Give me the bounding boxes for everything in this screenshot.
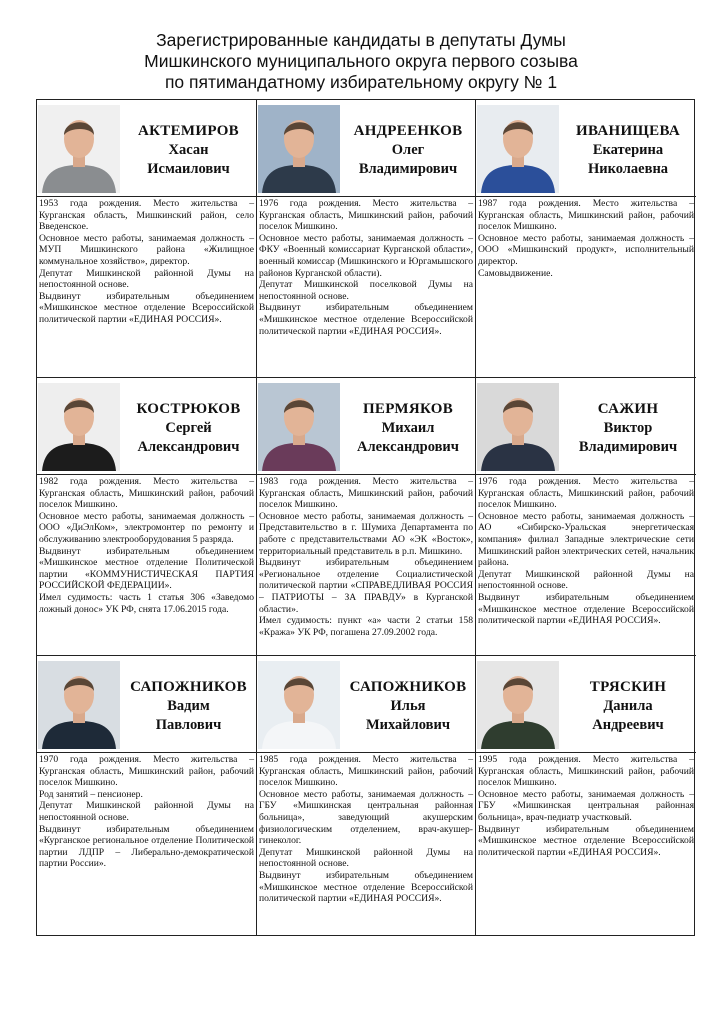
portrait-image: [477, 661, 559, 749]
portrait-image: [258, 661, 340, 749]
bio-paragraph: Депутат Мишкинской районной Думы на непостоянной основе.: [39, 267, 254, 291]
candidate-surname: САПОЖНИКОВ: [349, 679, 467, 695]
portrait-image: [38, 661, 120, 749]
bio-paragraph: 1976 года рождения. Место жительства – Курганская область, Мишкинский район, рабочий поселок Мишкино.: [478, 476, 694, 511]
candidate-patronymic: Александрович: [357, 439, 459, 455]
candidate-bio: [39, 198, 254, 326]
bio-paragraph: Выдвинут избирательным объединением «Курганское региональное отделение Политической партии ЛДПР – Либерально-демократической партии России».: [39, 823, 254, 870]
candidate-surname: ТРЯСКИН: [589, 679, 667, 695]
candidate-bio: [259, 198, 473, 337]
candidate-first-name: Олег: [391, 142, 425, 158]
bio-paragraph: Выдвинут избирательным объединением «Мишкинское местное отделение Всероссийской политической партии «ЕДИНАЯ РОССИЯ».: [259, 869, 473, 905]
portrait-image: [38, 105, 120, 193]
candidate-surname: САЖИН: [597, 401, 659, 417]
bio-paragraph: 1985 года рождения. Место жительства – Курганская область, Мишкинский район, рабочий поселок Мишкино.: [259, 754, 473, 789]
candidate-photo: [477, 661, 559, 749]
candidate-name: [343, 400, 473, 457]
candidate-card: [476, 100, 696, 378]
candidate-first-name: Сергей: [165, 420, 212, 436]
candidate-surname: САПОЖНИКОВ: [130, 679, 247, 695]
page-title: [0, 30, 722, 93]
candidate-patronymic: Михайлович: [365, 717, 451, 733]
candidate-bio: [39, 476, 254, 615]
candidate-photo: [477, 105, 559, 193]
candidate-surname: ПЕРМЯКОВ: [362, 401, 454, 417]
candidate-name: [123, 122, 254, 179]
candidate-name: [562, 122, 694, 179]
candidate-patronymic: Исмаилович: [147, 161, 230, 177]
bio-paragraph: Основное место работы, занимаемая должность – МУП Мишкинского района «Жилищное коммунальное хозяйство», директор.: [39, 232, 254, 267]
candidate-first-name: Данила: [603, 698, 653, 714]
portrait-image: [477, 105, 559, 193]
candidate-name: [562, 400, 694, 457]
candidate-first-name: Виктор: [603, 420, 653, 436]
title-line-2: Мишкинского муниципального округа первого созыва: [144, 51, 578, 71]
bio-paragraph: Имел судимость: часть 1 статья 306 «Заведомо ложный донос» УК РФ, снята 17.06.2015 года.: [39, 591, 254, 615]
candidate-name: [123, 678, 254, 735]
candidate-card: [37, 656, 257, 935]
candidate-surname: АКТЕМИРОВ: [138, 123, 239, 139]
title-line-1: Зарегистрированные кандидаты в депутаты Думы: [156, 30, 566, 50]
candidate-bio: [478, 476, 694, 627]
candidate-first-name: Михаил: [381, 420, 435, 436]
bio-paragraph: Основное место работы, занимаемая должность – ФКУ «Военный комиссариат Курганской области», военный комиссар (Мишкинского и Юргамышского районов Курганской области).: [259, 232, 473, 279]
portrait-image: [258, 383, 340, 471]
candidate-bio: [478, 198, 694, 279]
divider: [37, 196, 256, 197]
candidate-surname: ИВАНИЩЕВА: [576, 123, 680, 139]
bio-paragraph: Депутат Мишкинской районной Думы на непостоянной основе.: [259, 846, 473, 870]
portrait-image: [477, 383, 559, 471]
candidate-first-name: Хасан: [168, 142, 209, 158]
candidates-table: [36, 99, 695, 936]
bio-paragraph: 1970 года рождения. Место жительства – Курганская область, Мишкинский район, рабочий поселок Мишкино.: [39, 754, 254, 789]
divider: [476, 196, 696, 197]
bio-paragraph: Основное место работы, занимаемая должность – ГБУ «Мишкинская центральная районная больница», врач-педиатр участковый.: [478, 788, 694, 823]
candidate-card: [257, 100, 476, 378]
bio-paragraph: 1987 года рождения. Место жительства – Курганская область, Мишкинский район, рабочий поселок Мишкино.: [478, 198, 694, 233]
candidate-card: [257, 656, 476, 935]
candidate-card: [476, 378, 696, 656]
bio-paragraph: Депутат Мишкинской поселковой Думы на непостоянной основе.: [259, 279, 473, 302]
candidate-bio: [259, 754, 473, 905]
bio-paragraph: Основное место работы, занимаемая должность – ООО «ДиЭлКом», электромонтер по ремонту и обслуживанию электрооборудования 5 разряда.: [39, 510, 254, 545]
bio-paragraph: Основное место работы, занимаемая должность – ГБУ «Мишкинская центральная районная больница», заведующий акушерским физиологическим отделением, врач-акушер-гинеколог.: [259, 788, 473, 847]
bio-paragraph: Выдвинут избирательным объединением «Мишкинское местное отделение Политической партии «КОММУНИСТИЧЕСКАЯ ПАРТИЯ РОССИЙСКОЙ ФЕДЕРАЦИИ».: [39, 545, 254, 592]
portrait-image: [258, 105, 340, 193]
candidate-patronymic: Павлович: [155, 717, 222, 733]
bio-paragraph: 1983 года рождения. Место жительства – Курганская область, Мишкинский район, рабочий поселок Мишкино.: [259, 476, 473, 511]
candidate-photo: [258, 105, 340, 193]
candidate-bio: [478, 754, 694, 858]
candidate-card: [37, 378, 257, 656]
candidate-patronymic: Александрович: [137, 439, 240, 455]
divider: [476, 474, 696, 475]
portrait-image: [38, 383, 120, 471]
bio-paragraph: 1976 года рождения. Место жительства – Курганская область, Мишкинский район, рабочий поселок Мишкино.: [259, 198, 473, 233]
candidate-photo: [38, 661, 120, 749]
candidate-name: [123, 400, 254, 457]
bio-paragraph: 1953 года рождения. Место жительства – Курганская область, Мишкинский район, село Введенское.: [39, 198, 254, 233]
candidate-patronymic: Владимирович: [358, 161, 458, 177]
bio-paragraph: Род занятий – пенсионер.: [39, 788, 143, 800]
candidate-photo: [477, 383, 559, 471]
title-line-3: по пятимандатному избирательному округу № 1: [164, 72, 558, 92]
divider: [476, 752, 696, 753]
candidate-surname: КОСТРЮКОВ: [136, 401, 241, 417]
candidate-bio: [39, 754, 254, 870]
divider: [257, 752, 475, 753]
bio-paragraph: Основное место работы, занимаемая должность – Представительство в г. Шумиха Департамента по работе с представительствами АО «ЭК «Восток», территориальный представитель в р.п. Мишкино.: [259, 510, 473, 557]
bio-paragraph: 1995 года рождения. Место жительства – Курганская область, Мишкинский район, рабочий поселок Мишкино.: [478, 754, 694, 789]
candidate-first-name: Екатерина: [592, 142, 664, 158]
candidate-card: [476, 656, 696, 935]
divider: [257, 196, 475, 197]
candidate-first-name: Илья: [390, 698, 426, 714]
candidate-first-name: Вадим: [167, 698, 210, 714]
bio-paragraph: Выдвинут избирательным объединением «Мишкинское местное отделение Всероссийской политической партии «ЕДИНАЯ РОССИЯ».: [39, 290, 254, 325]
candidate-patronymic: Владимирович: [578, 439, 678, 455]
bio-paragraph: Депутат Мишкинской районной Думы на непостоянной основе.: [39, 800, 254, 823]
bio-paragraph: Выдвинут избирательным объединением «Мишкинское местное отделение Всероссийской политической партии «ЕДИНАЯ РОССИЯ».: [478, 591, 694, 627]
bio-paragraph: Имел судимость: пункт «а» части 2 статьи 158 «Кража» УК РФ, погашена 27.09.2002 года.: [259, 615, 473, 638]
bio-paragraph: Выдвинут избирательным объединением «Мишкинское местное отделение Всероссийской политической партии «ЕДИНАЯ РОССИЯ».: [259, 302, 473, 337]
bio-paragraph: Самовыдвижение.: [478, 267, 553, 279]
bio-paragraph: 1982 года рождения. Место жительства – Курганская область, Мишкинский район, рабочий поселок Мишкино.: [39, 476, 254, 511]
candidate-patronymic: Николаевна: [587, 161, 669, 177]
bio-paragraph: Основное место работы, занимаемая должность – ООО «Мишкинский продукт», исполнительный директор.: [478, 232, 694, 267]
candidate-photo: [258, 661, 340, 749]
candidate-card: [37, 100, 257, 378]
divider: [257, 474, 475, 475]
candidate-photo: [38, 105, 120, 193]
candidate-card: [257, 378, 476, 656]
bio-paragraph: Выдвинут избирательным объединением «Региональное отделение Социалистической политической партии «СПРАВЕДЛИВАЯ РОССИЯ – ПАТРИОТЫ – ЗА ПРАВДУ» в Курганской области».: [259, 557, 473, 615]
bio-paragraph: Основное место работы, занимаемая должность – АО «Сибирско-Уральская энергетическая компания» филиал Западные электрические сети Мишкинский район электрических сетей, начальник района.: [478, 510, 694, 569]
bio-paragraph: Депутат Мишкинской районной Думы на непостоянной основе.: [478, 568, 694, 592]
divider: [37, 752, 256, 753]
candidate-photo: [258, 383, 340, 471]
candidate-photo: [38, 383, 120, 471]
candidate-name: [343, 678, 473, 735]
candidate-name: [343, 122, 473, 179]
bio-paragraph: Выдвинут избирательным объединением «Мишкинское местное отделение Всероссийской политической партии «ЕДИНАЯ РОССИЯ».: [478, 823, 694, 858]
candidate-bio: [259, 476, 473, 638]
candidate-patronymic: Андреевич: [592, 717, 664, 733]
candidate-surname: АНДРЕЕНКОВ: [353, 123, 463, 139]
candidate-name: [562, 678, 694, 735]
divider: [37, 474, 256, 475]
